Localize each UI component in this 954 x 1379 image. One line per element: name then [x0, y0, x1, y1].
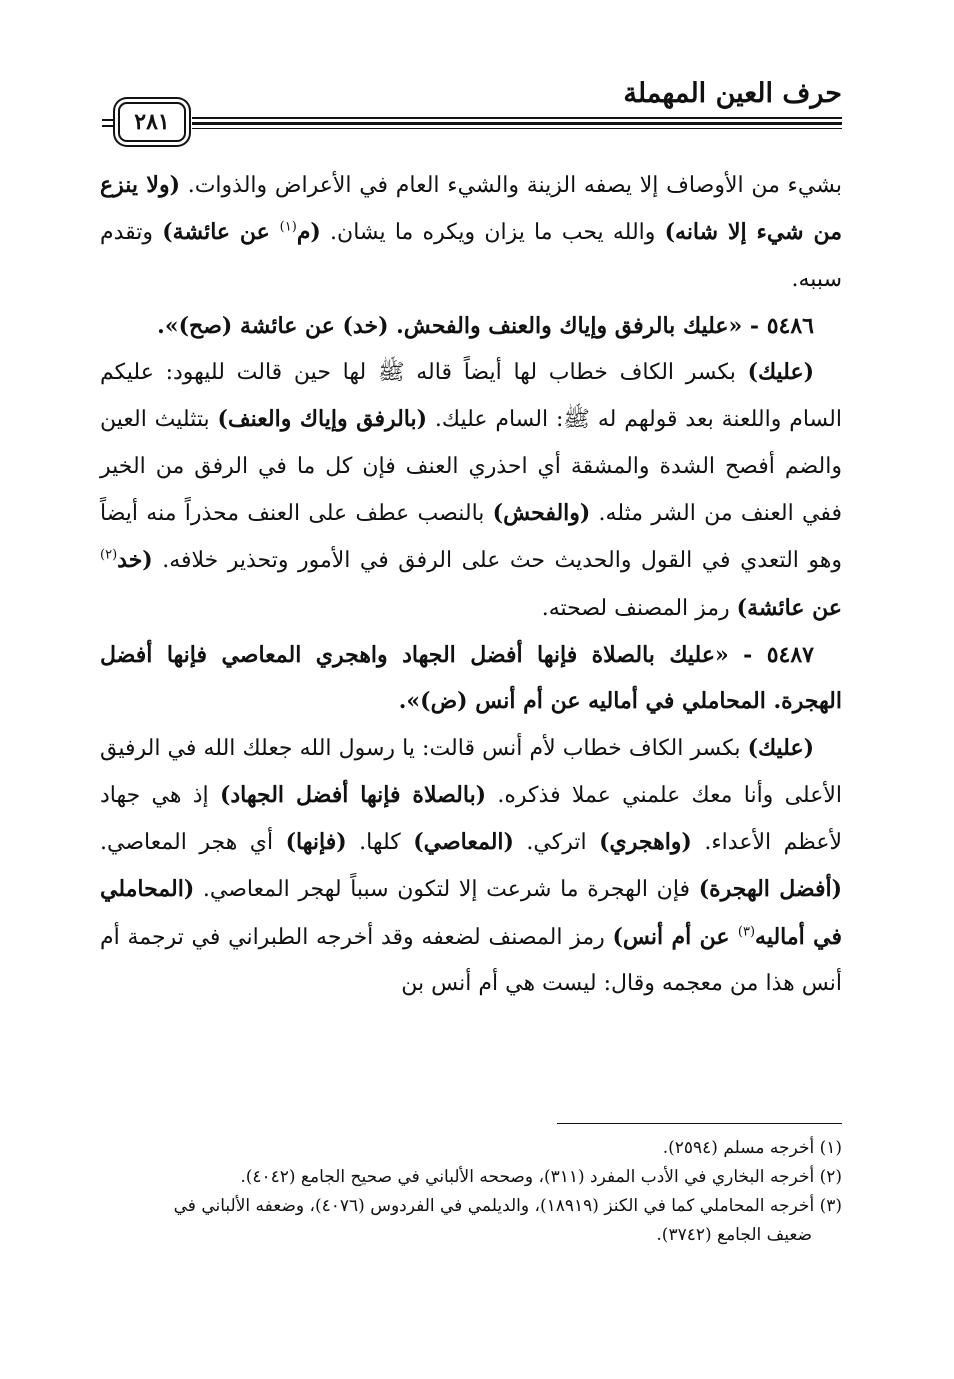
bold-quote: (واهجري) — [599, 829, 692, 856]
text-run: والله يحب ما يزان ويكره ما يشان. — [320, 220, 665, 246]
text-run: بالنصب عطف على العنف محذراً منه أيضاً وهو التعدي في القول والحديث حث على الرفق في الأمور وتحذير خلافه. — [100, 501, 842, 574]
running-title: حرف العين المهملة — [623, 78, 842, 109]
bold-quote: (فإنها) — [285, 829, 347, 856]
footnote-2: (٢) أخرجه البخاري في الأدب المفرد (٣١١)، وصححه الألباني في صحيح الجامع (٤٠٤٢). — [240, 1167, 842, 1187]
bold-quote: (والفحش) — [492, 500, 591, 527]
bold-quote: (خد — [117, 547, 153, 574]
header-rule-bottom — [192, 128, 842, 129]
footnote-3: (٣) أخرجه المحاملي كما في الكنز (١٨٩١٩)، والديلمي في الفردوس (٤٠٧٦)، وضعفه الألباني في — [173, 1196, 842, 1216]
footnote-1: (١) أخرجه مسلم (٢٥٩٤). — [662, 1138, 842, 1158]
hadith-5486: ٥٤٨٦ - «عليك بالرفق وإياك والعنف والفحش. (خد) عن عائشة (صح)». — [157, 312, 814, 339]
bold-quote: (ولا ينزع من شيء إلا شانه) — [100, 172, 842, 246]
bold-quote: (بالرفق وإياك والعنف) — [217, 406, 428, 433]
bold-quote: (عليك) — [747, 359, 814, 386]
text-run: بشيء من الأوصاف إلا يصفه الزينة والشيء العام في الأعراض والذوات. — [180, 173, 842, 198]
text-run: بتثليث العين والضم أفصح الشدة والمشقة أي احذري العنف فإن كل ما في الرفق من الخير ففي العنف من الشر مثله. — [100, 407, 842, 527]
text-run: وتقدم سببه. — [100, 220, 842, 292]
header-rule-top — [192, 117, 842, 119]
page-number: ٢٨١ — [118, 102, 186, 142]
footnote-separator — [557, 1123, 842, 1124]
text-run: اتركي. — [513, 830, 600, 856]
text-run: رمز المصنف لضعفه وقد أخرجه الطبراني في ترجمة أم أنس هذا من معجمه وقال: ليست هي أم أنس بن — [100, 924, 842, 997]
text-run: رمز المصنف لصحته. — [541, 595, 737, 621]
bold-quote: (المحاملي في أماليه — [100, 876, 843, 950]
text-run: بكسر الكاف خطاب لها أيضاً قاله ﷺ لها حين قالت لليهود: عليكم السام واللعنة بعد قولهم له ﷺ: السام عليك. — [100, 360, 842, 433]
bold-quote: (م — [296, 219, 321, 246]
bold-quote: (أفضل الهجرة) — [698, 876, 842, 903]
footnote-marker: (٢) — [100, 548, 118, 564]
bold-quote: عن أم أنس) — [612, 923, 738, 950]
header-rule-left-2 — [102, 125, 114, 127]
bold-quote: (المعاصي) — [413, 829, 514, 856]
bold-quote: (بالصلاة فإنها أفضل الجهاد) — [219, 781, 487, 808]
text-run: إذ هي جهاد لأعظم الأعداء. — [100, 782, 842, 856]
text-run: كلها. — [346, 830, 414, 856]
footnote-3-continuation: ضعيف الجامع (٣٧٤٢). — [656, 1225, 812, 1245]
text-run: فإن الهجرة ما شرعت إلا لتكون سبباً لهجر المعاصي. — [194, 877, 699, 903]
commentary-5487 — [100, 725, 842, 1008]
hadith-5487: ٥٤٨٧ - «عليك بالصلاة فإنها أفضل الجهاد واهجري المعاصي فإنها أفضل الهجرة. المحاملي في أماليه عن أم أنس (ض)». — [100, 641, 842, 715]
paragraph-continuation — [100, 162, 842, 303]
footnote-marker: (٣) — [737, 924, 756, 940]
bold-quote: عن عائشة) — [162, 219, 280, 246]
footnotes — [100, 1134, 842, 1250]
main-text — [100, 162, 842, 1007]
bold-quote: عن عائشة) — [736, 594, 842, 621]
bold-quote: (عليك) — [747, 734, 814, 761]
header-rule-middle — [192, 122, 842, 125]
footnote-marker: (١) — [279, 219, 297, 235]
text-run: أي هجر المعاصي. — [100, 830, 286, 856]
text-run: بكسر الكاف خطاب لأم أنس قالت: يا رسول الله جعلك الله في الرفيق الأعلى وأنا معك علمني عملا فذكره. — [100, 735, 842, 808]
commentary-5486 — [100, 349, 842, 632]
header-rule-left — [102, 119, 114, 121]
